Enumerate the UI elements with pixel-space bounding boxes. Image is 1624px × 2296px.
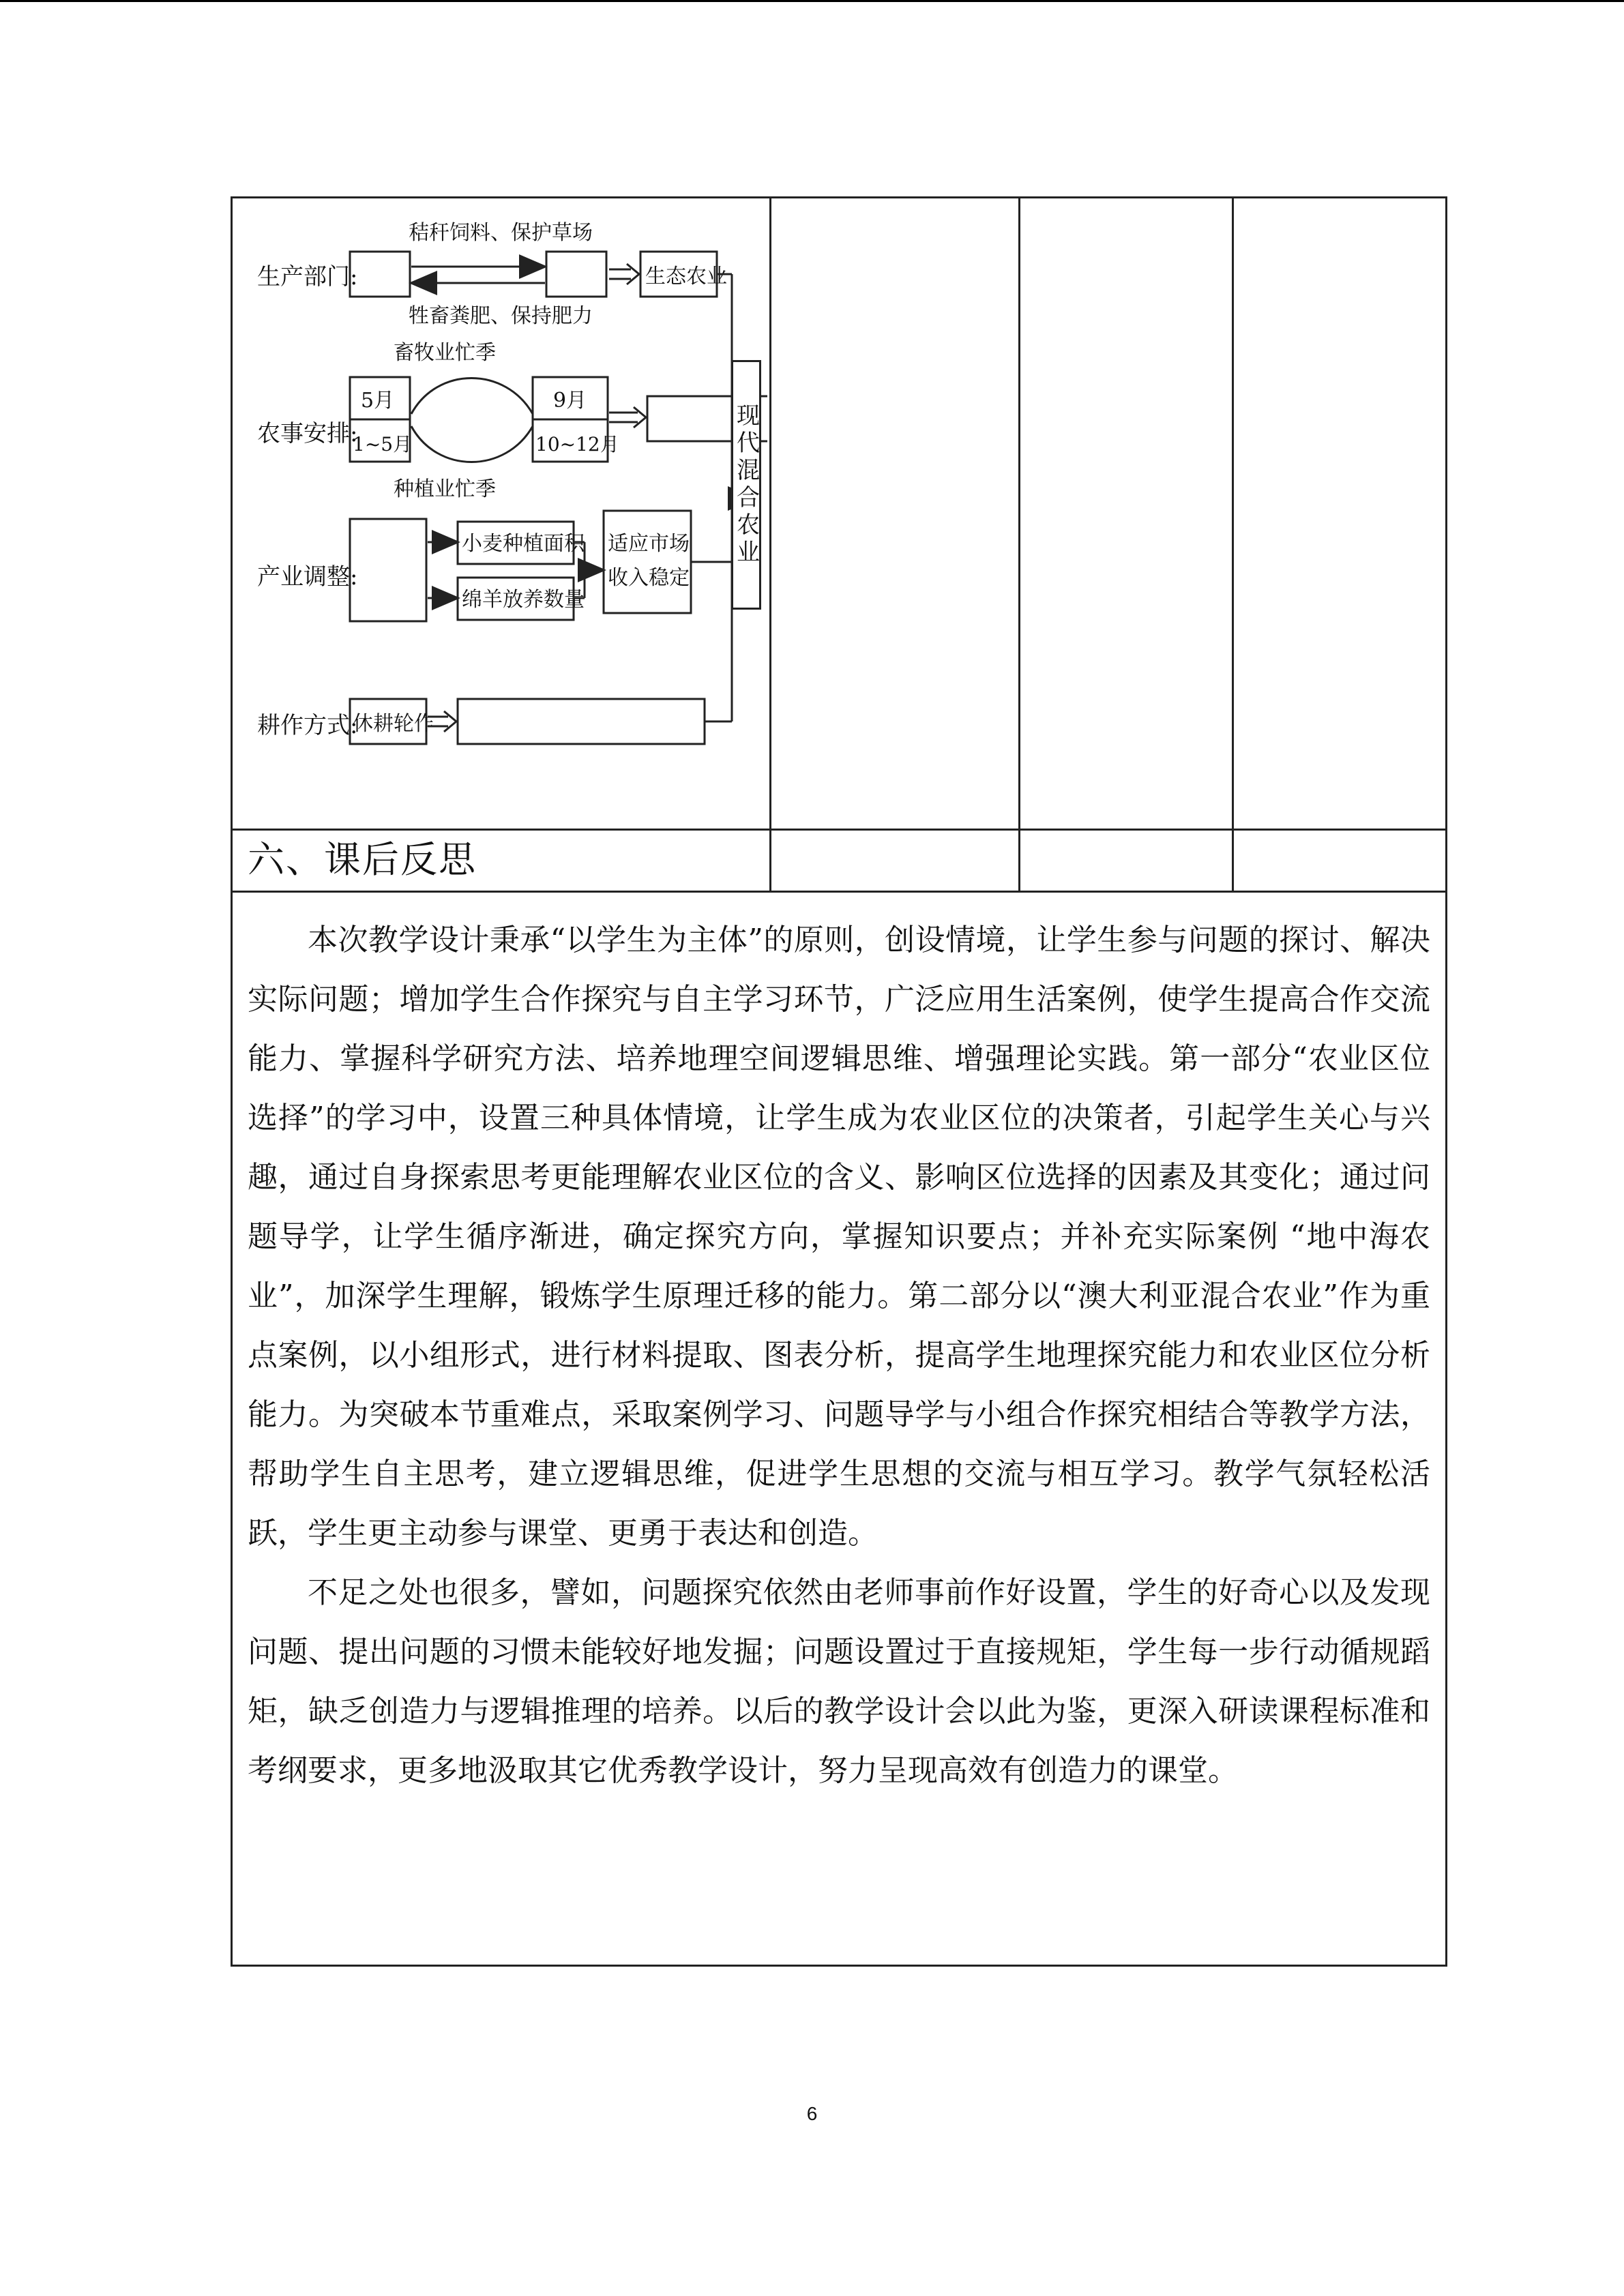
- label-arrow-top: 秸秆饲料、保护草场: [409, 221, 593, 245]
- section-heading: 六、课后反思: [248, 838, 477, 881]
- label-month-a-bottom: 1~5月: [353, 433, 413, 456]
- page-number: 6: [806, 2103, 818, 2124]
- label-industry-adjustment: 产业调整:: [257, 563, 358, 591]
- diagram-cell: [232, 198, 771, 830]
- lesson-plan-table: [231, 196, 1447, 1967]
- label-month-b-top: 9月: [553, 389, 587, 413]
- label-sheep-count: 绵羊放养数量: [462, 588, 585, 612]
- top-border: [0, 0, 1624, 2]
- label-eco-agriculture: 生态农业: [645, 265, 727, 288]
- label-fallow-rotation: 休耕轮作: [353, 712, 434, 736]
- label-month-b-bottom: 10~12月: [535, 433, 619, 456]
- label-cultivation: 耕作方式:: [257, 712, 358, 739]
- curve-lower: [411, 426, 533, 462]
- modern-mixed-box: [731, 360, 761, 610]
- label-wheat-area: 小麦种植面积: [462, 532, 585, 556]
- double-arrow-eco: [609, 264, 639, 284]
- box-cultivation-result: [458, 699, 705, 744]
- box-livestock: [546, 252, 606, 297]
- box-crop: [350, 252, 410, 297]
- double-arrow-schedule: [609, 407, 646, 428]
- empty-cell: [1233, 830, 1447, 892]
- box-adjustment-source: [350, 519, 426, 621]
- box-market: [604, 511, 691, 613]
- empty-cell: [1020, 830, 1233, 892]
- heading-row: [232, 830, 1447, 892]
- label-market-line2: 收入稳定: [608, 566, 690, 590]
- reflection-paragraph: 本次教学设计秉承“以学生为主体”的原则，创设情境，让学生参与问题的探讨、解决实际问题；增加学生合作探究与自主学习环节，广泛应用生活案例，使学生提高合作交流能力、掌握科学研究方法、培养地理空间逻辑思维、增强理论实践。第一部分“农业区位选择”的学习中，设置三种具体情境，让学生成为农业区位的决策者，引起学生关心与兴趣，通过自身探索思考更能理解农业区位的含义、影响区位选择的因素及其变化；通过问题导学，让学生循序渐进，确定探究方向，掌握知识要点；并补充实际案例 “地中海农业”，加深学生理解，锻炼学生原理迁移的能力。第二部分以“澳大利亚混合农业”作为重点案例，以小组形式，进行材料提取、图表分析，提高学生地理探究能力和农业区位分析能力。为突破本节重难点，采取案例学习、问题导学与小组合作探究相结合等教学方法，帮助学生自主思考，建立逻辑思维，促进学生思想的交流与相互学习。教学气氛轻松活跃，学生更主动参与课堂、更勇于表达和创造。: [248, 923, 1430, 1551]
- reflection-row: [232, 892, 1447, 1966]
- reflection-cell: [232, 892, 1447, 1966]
- label-arrow-bottom: 牲畜粪肥、保持肥力: [409, 304, 593, 328]
- label-production: 生产部门:: [257, 263, 358, 290]
- empty-cell: [771, 830, 1020, 892]
- mixed-agriculture-diagram: [233, 198, 767, 826]
- empty-cell: [1233, 198, 1447, 830]
- section-heading-cell: [232, 830, 771, 892]
- modern-mixed-label: 现代混合农业: [732, 403, 760, 567]
- empty-cell: [1020, 198, 1233, 830]
- label-livestock-busy: 畜牧业忙季: [394, 341, 496, 365]
- label-market-line1: 适应市场: [608, 532, 690, 556]
- empty-cell: [771, 198, 1020, 830]
- diagram-row: [232, 198, 1447, 830]
- curve-upper: [411, 378, 533, 415]
- label-crop-busy: 种植业忙季: [394, 477, 496, 501]
- label-farming-schedule: 农事安排:: [257, 420, 358, 447]
- reflection-paragraph: 不足之处也很多，譬如，问题探究依然由老师事前作好设置，学生的好奇心以及发现问题、提出问题的习惯未能较好地发掘；问题设置过于直接规矩，学生每一步行动循规蹈矩，缺乏创造力与逻辑推理的培养。以后的教学设计会以此为鉴，更深入研读课程标准和考纲要求，更多地汲取其它优秀教学设计，努力呈现高效有创造力的课堂。: [248, 1575, 1430, 1788]
- label-month-a-top: 5月: [361, 389, 395, 413]
